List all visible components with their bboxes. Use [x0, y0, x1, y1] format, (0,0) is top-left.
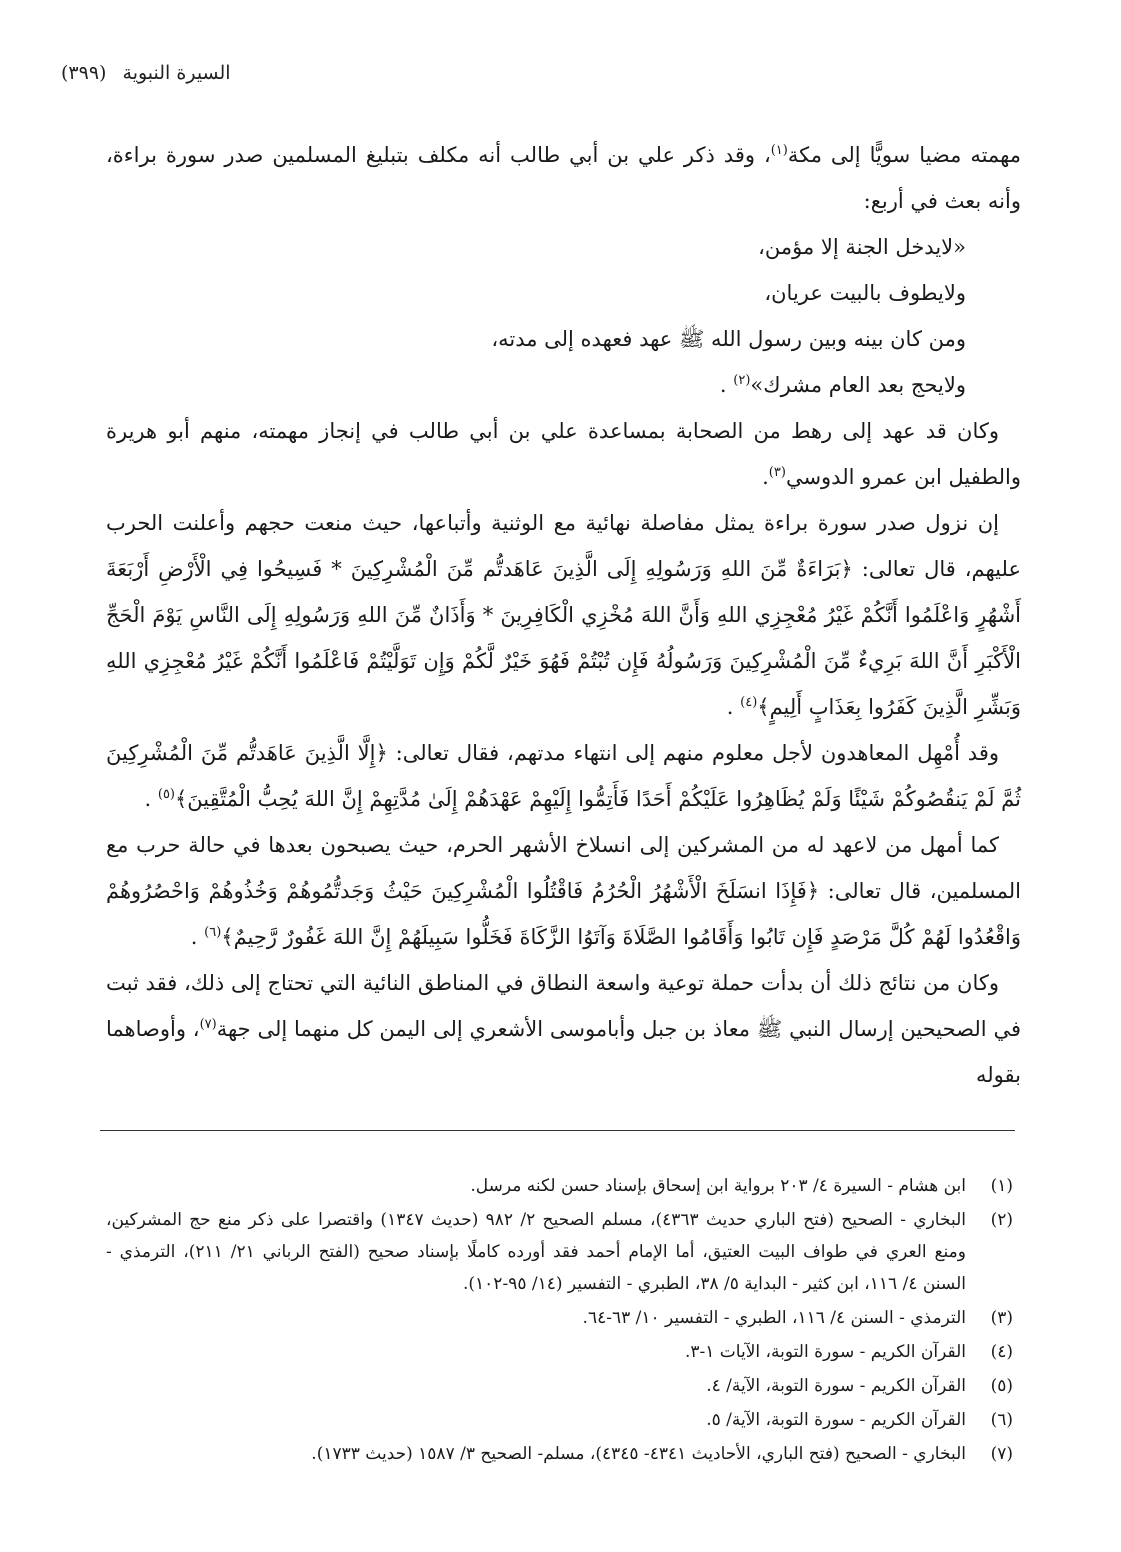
footnote-number: (٦) — [990, 1410, 1013, 1430]
footnote-number: (٧) — [990, 1444, 1013, 1464]
footnote-number: (٥) — [990, 1376, 1013, 1396]
paragraph-5: كما أمهل من لاعهد له من المشركين إلى انسلاخ الأشهر الحرم، حيث يصبحون بعدها في حالة حرب مع المسلمين، قال تعالى: ﴿فَإِذَا انسَلَخَ الْأَشْهُرُ الْحُرُمُ فَاقْتُلُوا الْمُشْرِكِينَ حَيْثُ وَجَدتُّمُوهُمْ وَخُذُوهُمْ وَاحْصُرُوهُمْ وَاقْعُدُوا لَهُمْ كُلَّ مَرْصَدٍ فَإِن تَابُوا وَأَقَامُوا الصَّلَاةَ وَآتَوُا الزَّكَاةَ فَخَلُّوا سَبِيلَهُمْ إِنَّ اللهَ غَفُورٌ رَّحِيمٌ﴾$^{(٦)}$ . — [106, 833, 1021, 949]
running-head-title: السيرة النبوية — [122, 62, 231, 84]
quran-quote-1: ﴿بَرَاءَةٌ مِّنَ اللهِ وَرَسُولِهِ إِلَى الَّذِينَ عَاهَدتُّم مِّنَ الْمُشْرِكِينَ * فَسِيحُوا فِي الْأَرْضِ أَرْبَعَةَ أَشْهُرٍ وَاعْلَمُوا أَنَّكُمْ غَيْرُ مُعْجِزِي اللهِ وَأَنَّ اللهَ مُخْزِي الْكَافِرِينَ * وَأَذَانٌ مِّنَ اللهِ وَرَسُولِهِ إِلَى النَّاسِ يَوْمَ الْحَجِّ الْأَكْبَرِ أَنَّ اللهَ بَرِيءٌ مِّنَ الْمُشْرِكِينَ وَرَسُولُهُ فَإِن تُبْتُمْ فَهُوَ خَيْرٌ لَّكُمْ وَإِن تَوَلَّيْتُمْ فَاعْلَمُوا أَنَّكُمْ غَيْرُ مُعْجِزِي اللهِ وَبَشِّرِ الَّذِينَ كَفَرُوا بِعَذَابٍ أَلِيمٍ﴾ — [106, 557, 1021, 719]
verse-line-4: ولايحج بعد العام مشرك»$^{(٢)}$ . — [719, 373, 966, 397]
footnote-6 — [106, 1404, 1021, 1436]
footnote-separator — [100, 1130, 1015, 1131]
footnote-ref-3: (٣) — [768, 465, 786, 480]
footnote-ref-4: (٤) — [740, 695, 758, 710]
footnote-number: (٢) — [990, 1210, 1013, 1230]
footnote-text: القرآن الكريم - سورة التوبة، الآية/ ٤. — [706, 1376, 966, 1396]
footnote-text: البخاري - الصحيح (فتح الباري حديث ٤٣٦٣)، مسلم الصحيح ٢/ ٩٨٢ (حديث ١٣٤٧) واقتصرا على ذكر منع حج المشركين، ومنع العري في طواف البيت العتيق، أما الإمام أحمد فقد أورده كاملًا بإسناد صحيح (الفتح الرباني ٢١/ ٢١١)، الترمذي - السنن ٤/ ١١٦، ابن كثير - البداية ٥/ ٣٨، الطبري - التفسير (١٤/ ٩٥-١٠٢). — [106, 1210, 966, 1294]
footnote-4 — [106, 1336, 1021, 1368]
footnote-1 — [106, 1170, 1021, 1202]
footnotes — [106, 1170, 1021, 1472]
footnote-3 — [106, 1302, 1021, 1334]
paragraph-6 — [106, 960, 1021, 1098]
paragraph-6-text-a: وكان من نتائج ذلك أن بدأت حملة توعية واسعة النطاق في المناطق النائية التي تحتاج إلى ذلك، فقد ثبت في الصحيحين إرسال النبي ﷺ معاذ بن جبل وأباموسى الأشعري إلى اليمن كل منهما إلى جهة — [106, 971, 1021, 1041]
footnote-ref-5: (٥) — [157, 787, 175, 802]
footnote-text: القرآن الكريم - سورة التوبة، الآيات ١-٣. — [684, 1342, 966, 1362]
footnote-text: الترمذي - السنن ٤/ ١١٦، الطبري - التفسير ١٠/ ٦٣-٦٤. — [582, 1308, 966, 1328]
verse-line-1: «لايدخل الجنة إلا مؤمن، — [758, 235, 966, 259]
paragraph-4: وقد أُمْهِل المعاهدون لأجل معلوم منهم إلى انتهاء مدتهم، فقال تعالى: ﴿إِلَّا الَّذِينَ عَاهَدتُّم مِّنَ الْمُشْرِكِينَ ثُمَّ لَمْ يَنقُصُوكُمْ شَيْئًا وَلَمْ يُظَاهِرُوا عَلَيْكُمْ أَحَدًا فَأَتِمُّوا إِلَيْهِمْ عَهْدَهُمْ إِلَىٰ مُدَّتِهِمْ إِنَّ اللهَ يُحِبُّ الْمُتَّقِينَ﴾$^{(٥)}$ . — [106, 741, 1021, 811]
paragraph-3: إن نزول صدر سورة براءة يمثل مفاصلة نهائية مع الوثنية وأتباعها، حيث منعت حجهم وأعلنت الحرب عليهم، قال تعالى: ﴿بَرَاءَةٌ مِّنَ اللهِ وَرَسُولِهِ إِلَى الَّذِينَ عَاهَدتُّم مِّنَ الْمُشْرِكِينَ * فَسِيحُوا فِي الْأَرْضِ أَرْبَعَةَ أَشْهُرٍ وَاعْلَمُوا أَنَّكُمْ غَيْرُ مُعْجِزِي اللهِ وَأَنَّ اللهَ مُخْزِي الْكَافِرِينَ * وَأَذَانٌ مِّنَ اللهِ وَرَسُولِهِ إِلَى النَّاسِ يَوْمَ الْحَجِّ الْأَكْبَرِ أَنَّ اللهَ بَرِيءٌ مِّنَ الْمُشْرِكِينَ وَرَسُولُهُ فَإِن تُبْتُمْ فَهُوَ خَيْرٌ لَّكُمْ وَإِن تَوَلَّيْتُمْ فَاعْلَمُوا أَنَّكُمْ غَيْرُ مُعْجِزِي اللهِ وَبَشِّرِ الَّذِينَ كَفَرُوا بِعَذَابٍ أَلِيمٍ﴾$^{(٤)}$ . — [106, 511, 1021, 719]
paragraph-6-text-b: ، وأوصاهما بقوله — [106, 1017, 1021, 1087]
paragraph-5-text: كما أمهل من لاعهد له من المشركين إلى انسلاخ الأشهر الحرم، حيث يصبحون بعدها في حالة حرب مع المسلمين، قال تعالى: — [106, 833, 1021, 903]
footnote-number: (٣) — [990, 1308, 1013, 1328]
footnote-number: (١) — [990, 1176, 1013, 1196]
footnote-ref-7: (٧) — [199, 1017, 217, 1032]
running-head — [61, 62, 251, 84]
footnote-text: القرآن الكريم - سورة التوبة، الآية/ ٥. — [706, 1410, 966, 1430]
paragraph-1-text-a: مهمته مضيا سويًّا إلى مكة — [787, 143, 1021, 167]
footnote-2 — [106, 1204, 1021, 1300]
footnote-ref-1: (١) — [770, 143, 788, 158]
main-text — [106, 132, 1021, 1098]
quran-quote-2: ﴿إِلَّا الَّذِينَ عَاهَدتُّم مِّنَ الْمُشْرِكِينَ ثُمَّ لَمْ يَنقُصُوكُمْ شَيْئًا وَلَمْ يُظَاهِرُوا عَلَيْكُمْ أَحَدًا فَأَتِمُّوا إِلَيْهِمْ عَهْدَهُمْ إِلَىٰ مُدَّتِهِمْ إِنَّ اللهَ يُحِبُّ الْمُتَّقِينَ﴾ — [106, 741, 1021, 811]
footnote-5 — [106, 1370, 1021, 1402]
verse-line-3: ومن كان بينه وبين رسول الله ﷺ عهد فعهده إلى مدته، — [491, 327, 966, 351]
quran-quote-3: ﴿فَإِذَا انسَلَخَ الْأَشْهُرُ الْحُرُمُ فَاقْتُلُوا الْمُشْرِكِينَ حَيْثُ وَجَدتُّمُوهُمْ وَخُذُوهُمْ وَاحْصُرُوهُمْ وَاقْعُدُوا لَهُمْ كُلَّ مَرْصَدٍ فَإِن تَابُوا وَأَقَامُوا الصَّلَاةَ وَآتَوُا الزَّكَاةَ فَخَلُّوا سَبِيلَهُمْ إِنَّ اللهَ غَفُورٌ رَّحِيمٌ﴾ — [106, 879, 1021, 949]
footnote-ref-2: (٢) — [733, 373, 751, 388]
verse-line-4-text: ولايحج بعد العام مشرك» — [750, 373, 966, 397]
page-number: (٣٩٩) — [61, 62, 107, 84]
paragraph-2-text: وكان قد عهد إلى رهط من الصحابة بمساعدة علي بن أبي طالب في إنجاز مهمته، منهم أبو هريرة والطفيل ابن عمرو الدوسي — [106, 419, 1021, 489]
footnote-text: ابن هشام - السيرة ٤/ ٢٠٣ برواية ابن إسحاق بإسناد حسن لكنه مرسل. — [470, 1176, 966, 1196]
paragraph-1 — [106, 132, 1021, 224]
paragraph-4-text: وقد أُمْهِل المعاهدون لأجل معلوم منهم إلى انتهاء مدتهم، فقال تعالى: — [387, 741, 999, 765]
verse-line-2: ولايطوف بالبيت عريان، — [764, 281, 966, 305]
paragraph-2: وكان قد عهد إلى رهط من الصحابة بمساعدة علي بن أبي طالب في إنجاز مهمته، منهم أبو هريرة والطفيل ابن عمرو الدوسي$^{(٣)}$. — [106, 419, 1021, 489]
footnote-text: البخاري - الصحيح (فتح الباري، الأحاديث ٤٣٤١- ٤٣٤٥)، مسلم- الصحيح ٣/ ١٥٨٧ (حديث ١٧٣٣). — [311, 1444, 966, 1464]
paragraph-3-text: إن نزول صدر سورة براءة يمثل مفاصلة نهائية مع الوثنية وأتباعها، حيث منعت حجهم وأعلنت الحرب عليهم، قال تعالى: — [106, 511, 1021, 581]
paragraph-1-text-b: ، وقد ذكر علي بن أبي طالب أنه مكلف بتبليغ المسلمين صدر سورة براءة، وأنه بعث في أربع: — [106, 143, 1021, 213]
footnote-number: (٤) — [990, 1342, 1013, 1362]
footnote-ref-6: (٦) — [204, 925, 222, 940]
footnote-7 — [106, 1438, 1021, 1470]
